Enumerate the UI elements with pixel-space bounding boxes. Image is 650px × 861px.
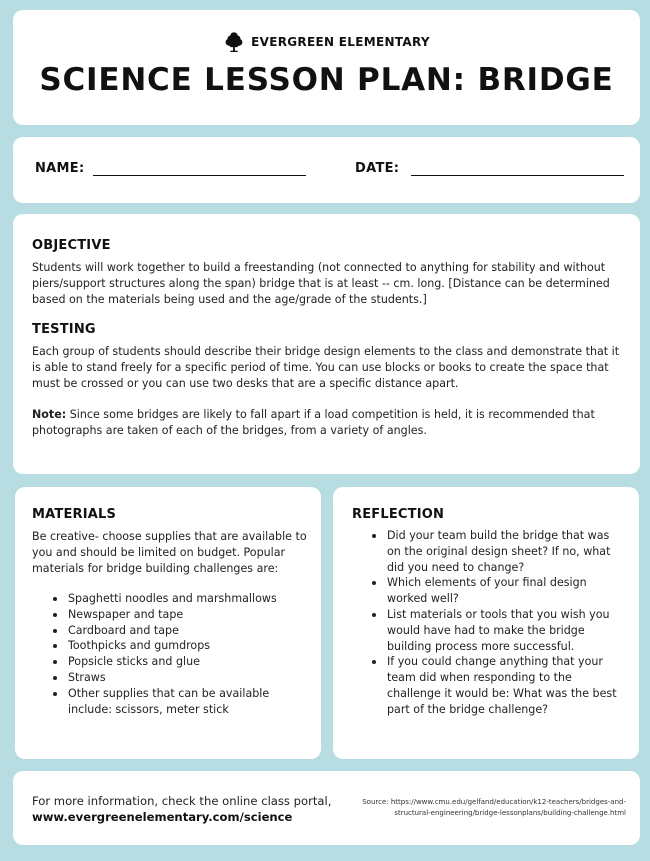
list-item: Toothpicks and gumdrops bbox=[52, 638, 302, 654]
materials-intro: Be creative- choose supplies that are available to you and should be limited on budget. Popular materials for bridge building challenges are: bbox=[32, 530, 307, 575]
footer-info bbox=[32, 793, 331, 825]
list-item: Cardboard and tape bbox=[52, 623, 302, 639]
note-label: Note: bbox=[32, 408, 67, 421]
testing-note bbox=[32, 407, 622, 439]
list-item: Other supplies that can be available include: scissors, meter stick bbox=[52, 686, 302, 718]
note-text: Since some bridges are likely to fall apart if a load competition is held, it is recommended that photographs are taken of each of the bridges, from a variety of angles. bbox=[32, 408, 595, 437]
page-title: SCIENCE LESSON PLAN: BRIDGE bbox=[39, 62, 614, 98]
footer-card bbox=[13, 771, 640, 845]
materials-list bbox=[52, 591, 302, 717]
portal-link[interactable]: www.evergreenelementary.com/science bbox=[32, 810, 293, 824]
name-field[interactable] bbox=[93, 175, 306, 176]
tree-icon bbox=[223, 31, 245, 53]
objective-text: Students will work together to build a freestanding (not connected to anything for stability and without piers/support structures along the span) bridge that is at least -- cm. long. [Distance can be determined based on the materials being used and the age/grade of the students.] bbox=[32, 261, 610, 306]
reflection-heading: REFLECTION bbox=[352, 507, 445, 522]
objective-card bbox=[13, 214, 640, 474]
footer-info-text: For more information, check the online class portal, bbox=[32, 794, 332, 808]
school-line bbox=[13, 31, 640, 53]
list-item: Which elements of your final design worked well? bbox=[371, 575, 626, 607]
list-item: Did your team build the bridge that was on the original design sheet? If no, what did you need to change? bbox=[371, 528, 626, 575]
school-name: EVERGREEN ELEMENTARY bbox=[251, 35, 430, 49]
reflection-card bbox=[333, 487, 639, 759]
name-date-card bbox=[13, 137, 640, 203]
materials-heading: MATERIALS bbox=[32, 507, 117, 522]
name-label: NAME: bbox=[35, 161, 85, 176]
header-card bbox=[13, 10, 640, 125]
list-item: Newspaper and tape bbox=[52, 607, 302, 623]
reflection-list bbox=[371, 528, 626, 718]
list-item: Spaghetti noodles and marshmallows bbox=[52, 591, 302, 607]
date-label: DATE: bbox=[355, 161, 400, 176]
list-item: Popsicle sticks and glue bbox=[52, 654, 302, 670]
testing-heading: TESTING bbox=[32, 322, 96, 337]
source-citation: Source: https://www.cmu.edu/gelfand/education/k12-teachers/bridges-and-structural-engineering/bridge-lessonplans/building-challenge.html bbox=[362, 798, 626, 817]
list-item: Straws bbox=[52, 670, 302, 686]
testing-text: Each group of students should describe their bridge design elements to the class and demonstrate that it is able to stand freely for a specific period of time. You can use blocks or books to create the space that must be crossed or you can use two desks that are a specific distance apart. bbox=[32, 345, 620, 390]
objective-heading: OBJECTIVE bbox=[32, 238, 111, 253]
list-item: List materials or tools that you wish you would have had to make the bridge building process more successful. bbox=[371, 607, 626, 654]
date-field[interactable] bbox=[411, 175, 624, 176]
materials-card bbox=[15, 487, 321, 759]
list-item: If you could change anything that your team did when responding to the challenge it would be: What was the best part of the bridge challenge? bbox=[371, 654, 626, 717]
